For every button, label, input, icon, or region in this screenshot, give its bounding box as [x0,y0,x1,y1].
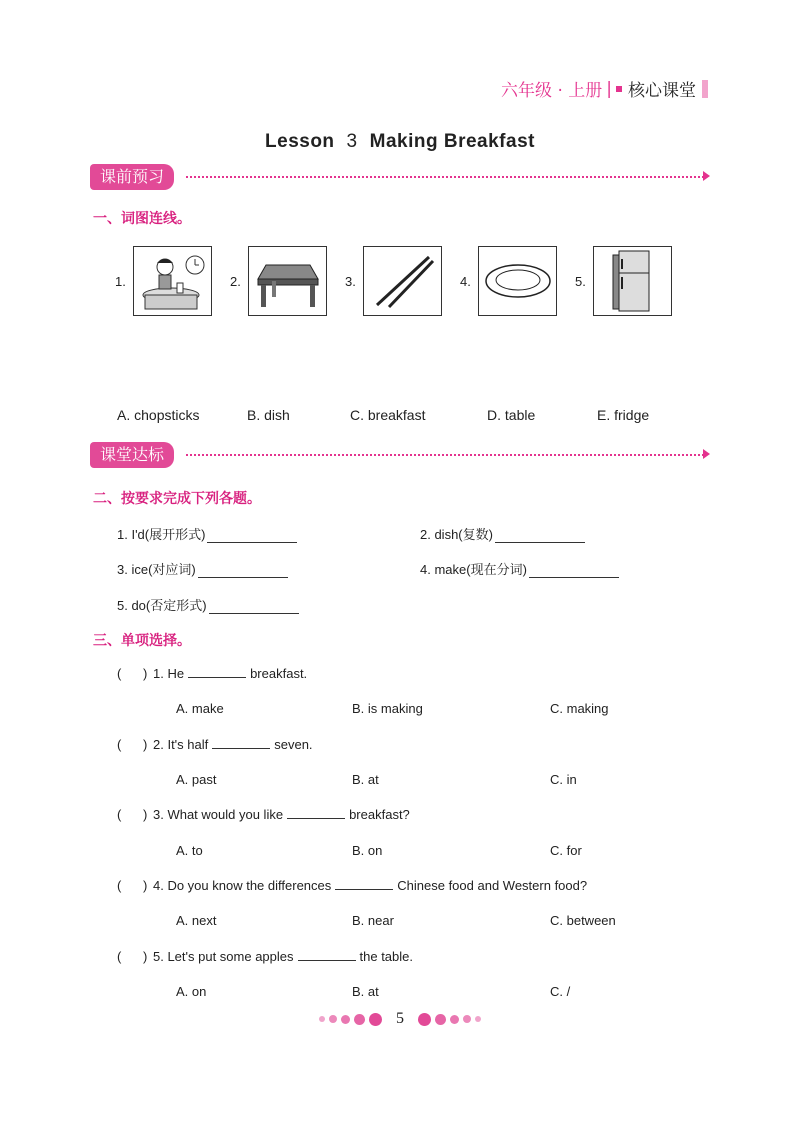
answer-paren[interactable] [117,878,153,893]
option[interactable]: C. making [550,701,609,716]
fill-item [420,559,619,578]
grade-label: 六年级 · 上册 [501,81,603,101]
section-classroom-tag: 课堂达标 [90,442,174,468]
picture-number: 4. [460,273,471,289]
lesson-word: Lesson [265,131,335,152]
dot-icon [435,1014,446,1025]
answer-blank[interactable] [188,666,246,678]
dot-icon [329,1015,337,1023]
header-separator: | [606,78,612,99]
picture-number: 1. [115,273,126,289]
picture-item [115,246,230,316]
question-text: Chinese food and Western food? [397,878,588,893]
part3-heading: 三、单项选择。 [93,633,191,649]
option[interactable]: A. on [176,984,207,999]
option[interactable]: C. for [550,843,582,858]
part1-heading: 一、词图连线。 [93,211,191,227]
paren-close: ) [143,737,148,752]
arrow-icon [703,449,710,459]
option[interactable]: A. to [176,843,203,858]
option[interactable]: B. is making [352,701,423,716]
picture-item [230,246,345,316]
question-text: 2. It's half [153,737,209,752]
answer-paren[interactable] [117,807,153,822]
section-classroom-banner [90,442,710,470]
page-footer [0,1010,800,1028]
answer-blank[interactable] [529,564,619,578]
dot-icon [475,1016,481,1022]
option[interactable]: C. / [550,984,571,999]
word-option: B. dish [247,407,290,423]
picture-item [460,246,575,316]
option[interactable]: B. at [352,772,379,787]
paren-open: ( [117,666,122,681]
question-text: seven. [274,737,313,752]
picture-item [575,246,690,316]
paren-open: ( [117,737,122,752]
lesson-title [0,131,800,153]
paren-open: ( [117,807,122,822]
dot-icon [319,1016,325,1022]
question-text: 5. Let's put some apples [153,949,294,964]
fill-item [420,524,585,543]
fridge-icon [593,246,672,316]
mc-question [117,949,413,964]
word-option: A. chopsticks [117,407,200,423]
picture-number: 5. [575,273,586,289]
paren-close: ) [143,878,148,893]
section-preview-banner [90,164,710,192]
dot-icon [354,1014,365,1025]
core-label: 核心课堂 [628,81,696,101]
word-option: D. table [487,407,536,423]
mc-question [117,737,313,752]
lesson-name: Making Breakfast [369,131,535,152]
answer-blank[interactable] [207,529,297,543]
answer-blank[interactable] [209,600,299,614]
question-text: 3. What would you like [153,807,284,822]
square-icon [616,86,622,92]
paren-open: ( [117,878,122,893]
dot-icon [369,1013,382,1026]
table-icon [248,246,327,316]
fill-item [117,524,297,543]
answer-blank[interactable] [198,564,288,578]
section-preview-tag: 课前预习 [90,164,174,190]
answer-paren[interactable] [117,949,153,964]
question-text: the table. [359,949,414,964]
word-option: C. breakfast [350,407,426,423]
question-text: breakfast. [250,666,308,681]
answer-blank[interactable] [298,949,356,961]
paren-close: ) [143,666,148,681]
mc-question [117,666,307,681]
paren-close: ) [143,807,148,822]
dotted-line [186,176,704,178]
dot-icon [463,1015,471,1023]
picture-number: 2. [230,273,241,289]
mc-question [117,807,410,822]
option[interactable]: A. past [176,772,217,787]
question-text: 4. Do you know the differences [153,878,332,893]
chopsticks-icon [363,246,442,316]
question-text: breakfast? [349,807,410,822]
dish-icon [478,246,557,316]
dot-icon [418,1013,431,1026]
answer-blank[interactable] [495,529,585,543]
paren-close: ) [143,949,148,964]
page-number: 5 [396,1010,404,1027]
answer-paren[interactable] [117,737,153,752]
answer-blank[interactable] [287,807,345,819]
part2-heading: 二、按要求完成下列各题。 [93,491,261,507]
mc-question [117,878,587,893]
option[interactable]: A. make [176,701,224,716]
picture-number: 3. [345,273,356,289]
word-option: E. fridge [597,407,650,423]
fill-item [117,559,288,578]
option[interactable]: C. in [550,772,577,787]
arrow-icon [703,171,710,181]
breakfast-icon [133,246,212,316]
fill-prompt: 2. dish(复数) [420,527,493,542]
question-text: 1. He [153,666,185,681]
bar-icon [702,80,708,98]
dot-icon [450,1015,459,1024]
option[interactable]: B. at [352,984,379,999]
fill-prompt: 1. I'd(展开形式) [117,527,206,542]
paren-open: ( [117,949,122,964]
answer-paren[interactable] [117,666,153,681]
option[interactable]: B. near [352,913,394,928]
dotted-line [186,454,704,456]
answer-blank[interactable] [335,878,393,890]
option[interactable]: A. next [176,913,217,928]
picture-row [115,246,690,316]
option[interactable]: C. between [550,913,616,928]
fill-prompt: 4. make(现在分词) [420,562,527,577]
picture-item [345,246,460,316]
option[interactable]: B. on [352,843,383,858]
fill-item [117,595,299,614]
answer-blank[interactable] [212,737,270,749]
fill-prompt: 3. ice(对应词) [117,562,196,577]
fill-prompt: 5. do(否定形式) [117,598,207,613]
dot-icon [341,1015,350,1024]
lesson-number: 3 [346,131,358,152]
page-header [501,76,708,101]
